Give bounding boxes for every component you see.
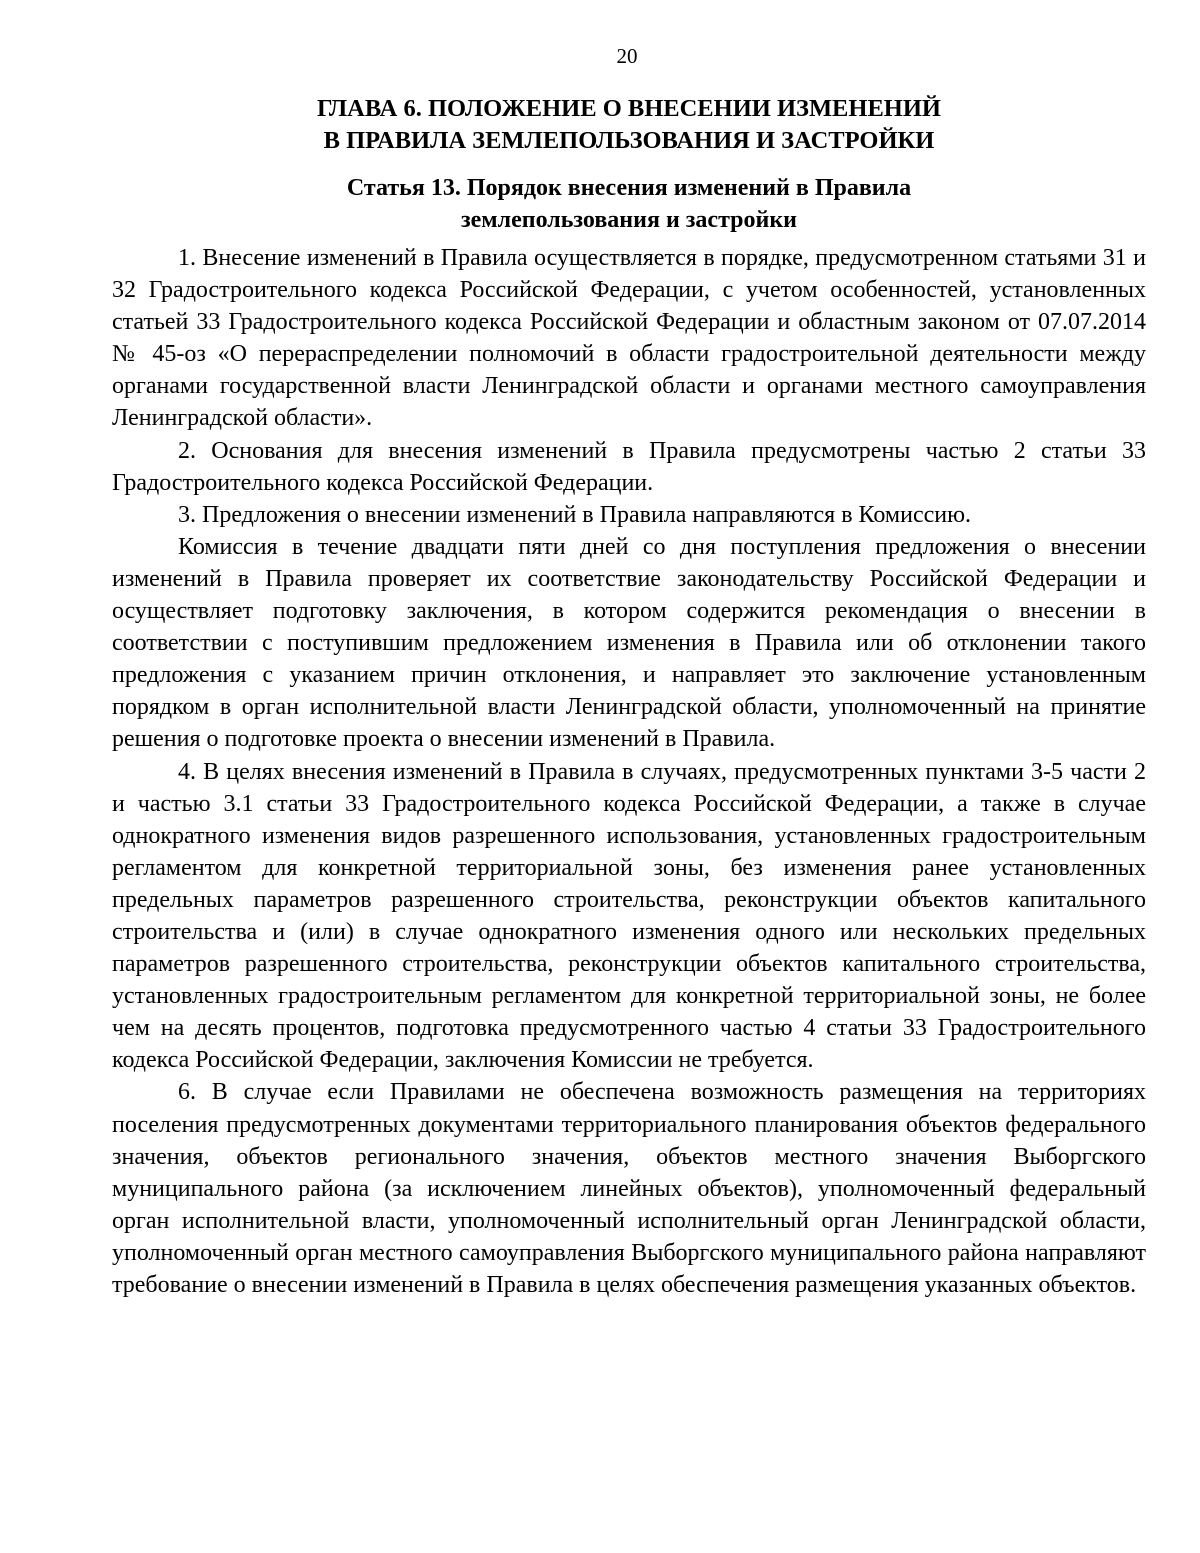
chapter-title-line-2: В ПРАВИЛА ЗЕМЛЕПОЛЬЗОВАНИЯ И ЗАСТРОЙКИ [323,127,935,154]
article-title-line-2: землепользования и застройки [461,207,797,233]
paragraph-6: 6. В случае если Правилами не обеспечена возможность размещения на территориях поселения предусмотренных документами территориального планирования объектов федерального значения, объектов регионального значения, объектов местного значения Выборгского муниципального района (за исключением линейных объектов), уполномоченный федеральный орган исполнительной власти, уполномоченный исполнительный орган Ленинградской области, уполномоченный орган местного самоуправления Выборгского муниципального района направляют требование о внесении изменений в Правила в целях обеспечения размещения указанных объектов. [112,1079,1146,1298]
article-title [112,172,1146,236]
chapter-title-line-1: ГЛАВА 6. ПОЛОЖЕНИЕ О ВНЕСЕНИИ ИЗМЕНЕНИЙ [317,95,941,122]
paragraph-commission: Комиссия в течение двадцати пяти дней со дня поступления предложения о внесении изменений в Правила проверяет их соответствие законодательству Российской Федерации и осуществляет подготовку заключения, в котором содержится рекомендация о внесении в соответствии с поступившим предложением изменения в Правила или об отклонении такого предложения с указанием причин отклонения, и направляет это заключение установленным порядком в орган исполнительной власти Ленинградской области, уполномоченный на принятие решения о подготовке проекта о внесении изменений в Правила. [112,533,1146,753]
chapter-title [112,93,1146,157]
paragraph-1: 1. Внесение изменений в Правила осуществляется в порядке, предусмотренном статьями 31 и 32 Градостроительного кодекса Российской Федерации, с учетом особенностей, установленных статьей 33 Градостроительного кодекса Российской Федерации и областным законом от 07.07.2014 № 45-оз «О перераспределении полномочий в области градостроительной деятельности между органами государственной власти Ленинградской области и органами местного самоуправления Ленинградской области». [112,245,1146,432]
paragraph-2: 2. Основания для внесения изменений в Правила предусмотрены частью 2 статьи 33 Градостроительного кодекса Российской Федерации. [112,437,1146,496]
paragraph-4: 4. В целях внесения изменений в Правила в случаях, предусмотренных пунктами 3-5 части 2 и частью 3.1 статьи 33 Градостроительного кодекса Российской Федерации, а также в случае однократного изменения видов разрешенного использования, установленных градостроительным регламентом для конкретной территориальной зоны, без изменения ранее установленных предельных параметров разрешенного строительства, реконструкции объектов капитального строительства и (или) в случае однократного изменения одного или нескольких предельных параметров разрешенного строительства, реконструкции объектов капитального строительства, установленных градостроительным регламентом для конкретной территориальной зоны, не более чем на десять процентов, подготовка предусмотренного частью 4 статьи 33 Градостроительного кодекса Российской Федерации, заключения Комиссии не требуется. [112,758,1146,1074]
article-body [112,242,1146,1301]
page-number: 20 [616,44,638,68]
paragraph-3: 3. Предложения о внесении изменений в Правила направляются в Комиссию. [178,501,972,528]
article-title-line-1: Статья 13. Порядок внесения изменений в Правила [346,175,912,201]
